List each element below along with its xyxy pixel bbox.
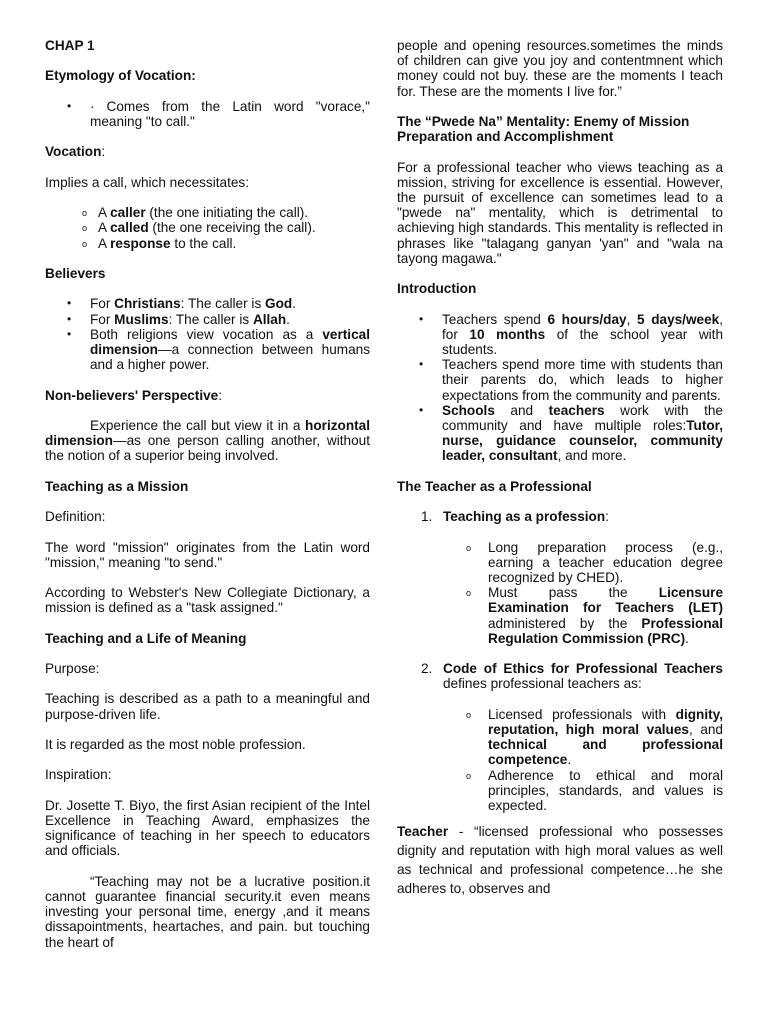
ethics-sublist (466, 707, 723, 813)
numbered-item-1: 1. Teaching as a profession: o Long preparation process (e.g., earning a teacher education degree recognized by CHED). o Must pass the Licensure Examination for Teachers (LET) administered by the Professional Regulation Commission (PRC). (421, 509, 723, 646)
list-item: o Adherence to ethical and moral principles, standards, and values is expected. (466, 768, 723, 814)
teacher-term: Teacher (397, 824, 449, 840)
vocation-heading-line: Vocation: (45, 144, 106, 160)
list-item: o Must pass the Licensure Examination for Teachers (LET) administered by the Professional Regulation Commission (PRC). (466, 585, 723, 646)
professional-heading: The Teacher as a Professional (397, 478, 592, 494)
biyo-paragraph: Dr. Josette T. Biyo, the first Asian recipient of the Intel Excellence in Teaching Award, emphasizes the significance of teaching in her speech to educators and officials. (45, 797, 370, 859)
vocation-list (82, 205, 370, 251)
etymology-list (67, 99, 370, 129)
etymology-heading: Etymology of Vocation: (45, 68, 196, 84)
list-item: • Schools and teachers work with the community and have multiple roles:Tutor, nurse, guidance counselor, community leader, consultant, and more. (419, 403, 723, 464)
etymology-text: Comes from the Latin word "vorace," meaning "to call." (90, 98, 370, 129)
believers-list (67, 296, 370, 372)
vocation-heading: Vocation (45, 144, 102, 160)
mission-paragraph-1: The word "mission" originates from the Latin word "mission," meaning "to send." (45, 539, 370, 570)
list-item: • For Christians: The caller is God. (67, 296, 370, 311)
definition-label: Definition: (45, 509, 106, 525)
meaning-heading: Teaching and a Life of Meaning (45, 630, 247, 646)
list-item: • Teachers spend more time with students than their parents do, which leads to higher expectations from the community and parents. (419, 357, 723, 403)
right-column (397, 38, 723, 914)
pwede-heading: The “Pwede Na” Mentality: Enemy of Mission Preparation and Accomplishment (397, 114, 690, 145)
meaning-paragraph-2: It is regarded as the most noble profession. (45, 737, 306, 753)
list-item: o A response to the call. (82, 236, 370, 251)
purpose-label: Purpose: (45, 661, 100, 677)
introduction-heading: Introduction (397, 281, 477, 297)
list-item: • Teachers spend 6 hours/day, 5 days/week, for 10 months of the school year with students. (419, 312, 723, 358)
list-item: • For Muslims: The caller is Allah. (67, 312, 370, 327)
pwede-paragraph: For a professional teacher who views teaching as a mission, striving for excellence is essential. However, the pursuit of excellence can sometimes lead to a "pwede na" mentality, which is detrimental to achieving high standards. This mentality is reflected in phrases like "talagang ganyan 'yan" and "wala na tayong magawa." (397, 159, 723, 266)
profession-title: Teaching as a profession (443, 509, 606, 525)
nonbelievers-heading: Non-believers' Perspective (45, 387, 219, 403)
inspiration-label: Inspiration: (45, 767, 112, 783)
vocation-implies: Implies a call, which necessitates: (45, 174, 249, 190)
introduction-list (419, 312, 723, 464)
list-item: o Long preparation process (e.g., earning a teacher education degree recognized by CHED). (466, 540, 723, 586)
list-item: o Licensed professionals with dignity, reputation, high moral values, and technical and professional competence. (466, 707, 723, 768)
believers-heading: Believers (45, 265, 106, 281)
teacher-definition: Teacher - “licensed professional who possesses dignity and reputation with high moral values as well as technical and professional competence…he she adheres to, observes and (397, 824, 723, 897)
list-item: • Both religions view vocation as a vertical dimension—a connection between humans and a higher power. (67, 327, 370, 373)
code-of-ethics-title: Code of Ethics for Professional Teachers (443, 661, 723, 677)
list-item: o A called (the one receiving the call). (82, 220, 370, 235)
number-marker: 1. (421, 509, 433, 525)
meaning-paragraph-1: Teaching is described as a path to a meaningful and purpose-driven life. (45, 691, 370, 722)
nonbelievers-heading-line: Non-believers' Perspective: (45, 387, 223, 403)
list-item (67, 99, 370, 129)
nonbelievers-paragraph: Experience the call but view it in a horizontal dimension—as one person calling another, without the notion of a superior being involved. (45, 417, 370, 464)
profession-sublist (466, 540, 723, 646)
chapter-heading: CHAP 1 (45, 38, 95, 53)
list-item: o A caller (the one initiating the call). (82, 205, 370, 220)
number-marker: 2. (421, 661, 433, 677)
mission-paragraph-2: According to Webster's New Collegiate Dictionary, a mission is defined as a "task assigned." (45, 585, 370, 616)
quote-paragraph-start: “Teaching may not be a lucrative position.it cannot guarantee financial security.it even means investing your personal time, energy ,and it means dissapointments, heartaches, and pain. but touching the heart of (45, 873, 370, 950)
mission-heading: Teaching as a Mission (45, 478, 189, 494)
left-column (45, 38, 370, 950)
numbered-item-2: 2. Code of Ethics for Professional Teachers defines professional teachers as: o Licensed professionals with dignity, reputation, high moral values, and technical and professional competence. o Adherence to ethical and moral principles, standards, and values is expected. (421, 661, 723, 813)
quote-paragraph-end: people and opening resources.sometimes the minds of children can give you joy and contentmnent which money could not buy. these are the moments I teach for. These are the moments I live for.” (397, 38, 723, 99)
middle-dot-mark: · (90, 98, 95, 114)
professional-list (421, 509, 723, 813)
